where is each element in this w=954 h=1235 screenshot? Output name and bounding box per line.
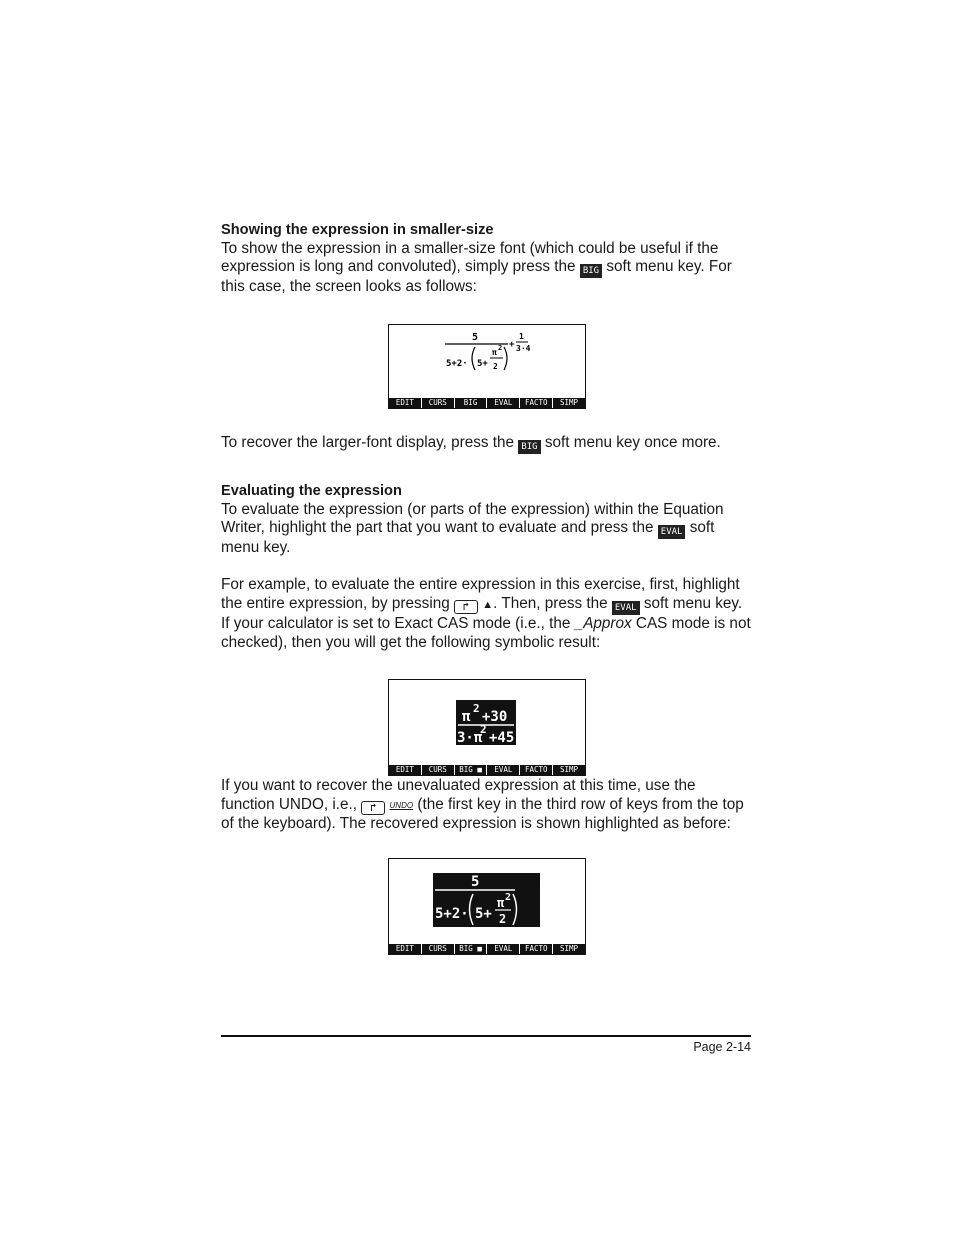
recover-paragraph-block bbox=[221, 434, 751, 454]
softkey-facto: FACTO bbox=[520, 944, 552, 954]
denominator-b: 5+ bbox=[475, 906, 492, 922]
eval-softkey-icon: EVAL bbox=[658, 525, 686, 539]
pi-denominator: 2 bbox=[493, 362, 498, 371]
fraction-denominator: 3·4 bbox=[516, 344, 531, 353]
softkey-curs: CURS bbox=[422, 398, 454, 408]
right-shift-key-icon: ↱ bbox=[454, 600, 478, 614]
big-softkey-icon: BIG bbox=[580, 264, 602, 278]
result-num-b: +30 bbox=[482, 709, 508, 725]
result-num-exp: 2 bbox=[473, 702, 480, 715]
expression-result bbox=[389, 680, 585, 764]
softkey-edit: EDIT bbox=[389, 944, 421, 954]
pi-exponent: 2 bbox=[505, 892, 512, 903]
calculator-screen-result bbox=[388, 679, 586, 776]
paragraph: To show the expression in a smaller-size font (which could be useful if the expression is long and convoluted), simply press the BIG soft menu key. For this case, the screen looks as follows: bbox=[221, 239, 732, 296]
eval-softkey-icon: EVAL bbox=[612, 601, 640, 615]
paragraph: If you want to recover the unevaluated expression at this time, use the function UNDO, i.e., ↱ UNDO (the first key in the third row of keys from the top of the keyboard). The recovered expression is shown highlighted as before: bbox=[221, 777, 744, 833]
expression-small bbox=[389, 325, 585, 397]
soft-menu-bar bbox=[389, 398, 585, 408]
paragraph: For example, to evaluate the entire expression in this exercise, first, highlight the entire expression, by pressing ↱ ▲. Then, press the EVAL soft menu key. If your calculator is set to Exact CAS mode (i.e., the _Approx CAS mode is not checked), then you will get the following symbolic result: bbox=[221, 576, 751, 651]
section-smaller-size bbox=[221, 221, 751, 297]
calculator-screen-small bbox=[388, 324, 586, 409]
page-number: Page 2-14 bbox=[693, 1040, 751, 1054]
soft-menu-bar bbox=[389, 944, 585, 954]
up-arrow-key-icon: ▲ bbox=[482, 598, 494, 611]
footer-rule bbox=[221, 1035, 751, 1037]
pi-symbol: π bbox=[492, 348, 497, 357]
undo-paragraph-block bbox=[221, 777, 751, 834]
softkey-simp: SIMP bbox=[553, 765, 585, 775]
numerator: 5 bbox=[472, 332, 479, 343]
section-heading: Evaluating the expression bbox=[221, 483, 402, 499]
softkey-edit: EDIT bbox=[389, 398, 421, 408]
plus-sign: + bbox=[509, 340, 515, 350]
result-den-b: +45 bbox=[489, 730, 515, 746]
pi-denominator: 2 bbox=[499, 912, 507, 926]
softkey-curs: CURS bbox=[422, 765, 454, 775]
softkey-curs: CURS bbox=[422, 944, 454, 954]
softkey-eval: EVAL bbox=[487, 398, 519, 408]
denominator-b: 5+ bbox=[477, 359, 488, 369]
softkey-facto: FACTO bbox=[520, 398, 552, 408]
fraction-numerator: 1 bbox=[519, 332, 524, 341]
undo-key-label: UNDO bbox=[389, 800, 414, 810]
section-heading: Showing the expression in smaller-size bbox=[221, 222, 494, 238]
softkey-big: BIG bbox=[455, 398, 487, 408]
plus-sign: + bbox=[517, 880, 526, 896]
softkey-big: BIG ■ bbox=[455, 765, 487, 775]
fraction-denominator: 3 bbox=[530, 888, 538, 902]
right-paren bbox=[504, 347, 507, 370]
result-den-a: 3·π bbox=[457, 730, 483, 746]
left-paren bbox=[472, 347, 475, 370]
softkey-facto: FACTO bbox=[520, 765, 552, 775]
softkey-eval: EVAL bbox=[487, 944, 519, 954]
soft-menu-bar bbox=[389, 765, 585, 775]
result-den-exp: 2 bbox=[480, 723, 487, 736]
fraction-numerator: 1 bbox=[530, 873, 538, 887]
result-num-a: π bbox=[462, 709, 471, 725]
section-evaluating bbox=[221, 482, 751, 652]
denominator-a: 5+2· bbox=[446, 359, 468, 369]
softkey-eval: EVAL bbox=[487, 765, 519, 775]
calculator-screen-recovered bbox=[388, 858, 586, 955]
numerator: 5 bbox=[471, 874, 480, 890]
paragraph: To evaluate the expression (or parts of the expression) within the Equation Writer, highlight the part that you want to evaluate and press the EVAL soft menu key. bbox=[221, 500, 724, 557]
softkey-edit: EDIT bbox=[389, 765, 421, 775]
paragraph: To recover the larger-font display, press the BIG soft menu key once more. bbox=[221, 434, 721, 452]
softkey-simp: SIMP bbox=[553, 398, 585, 408]
softkey-simp: SIMP bbox=[553, 944, 585, 954]
right-shift-key-icon: ↱ bbox=[361, 801, 385, 815]
pi-symbol: π bbox=[497, 896, 505, 910]
denominator-a: 5+2· bbox=[435, 906, 469, 922]
softkey-big: BIG ■ bbox=[455, 944, 487, 954]
big-softkey-icon: BIG bbox=[518, 440, 540, 454]
pi-exponent: 2 bbox=[498, 344, 503, 352]
expression-recovered bbox=[389, 859, 585, 943]
